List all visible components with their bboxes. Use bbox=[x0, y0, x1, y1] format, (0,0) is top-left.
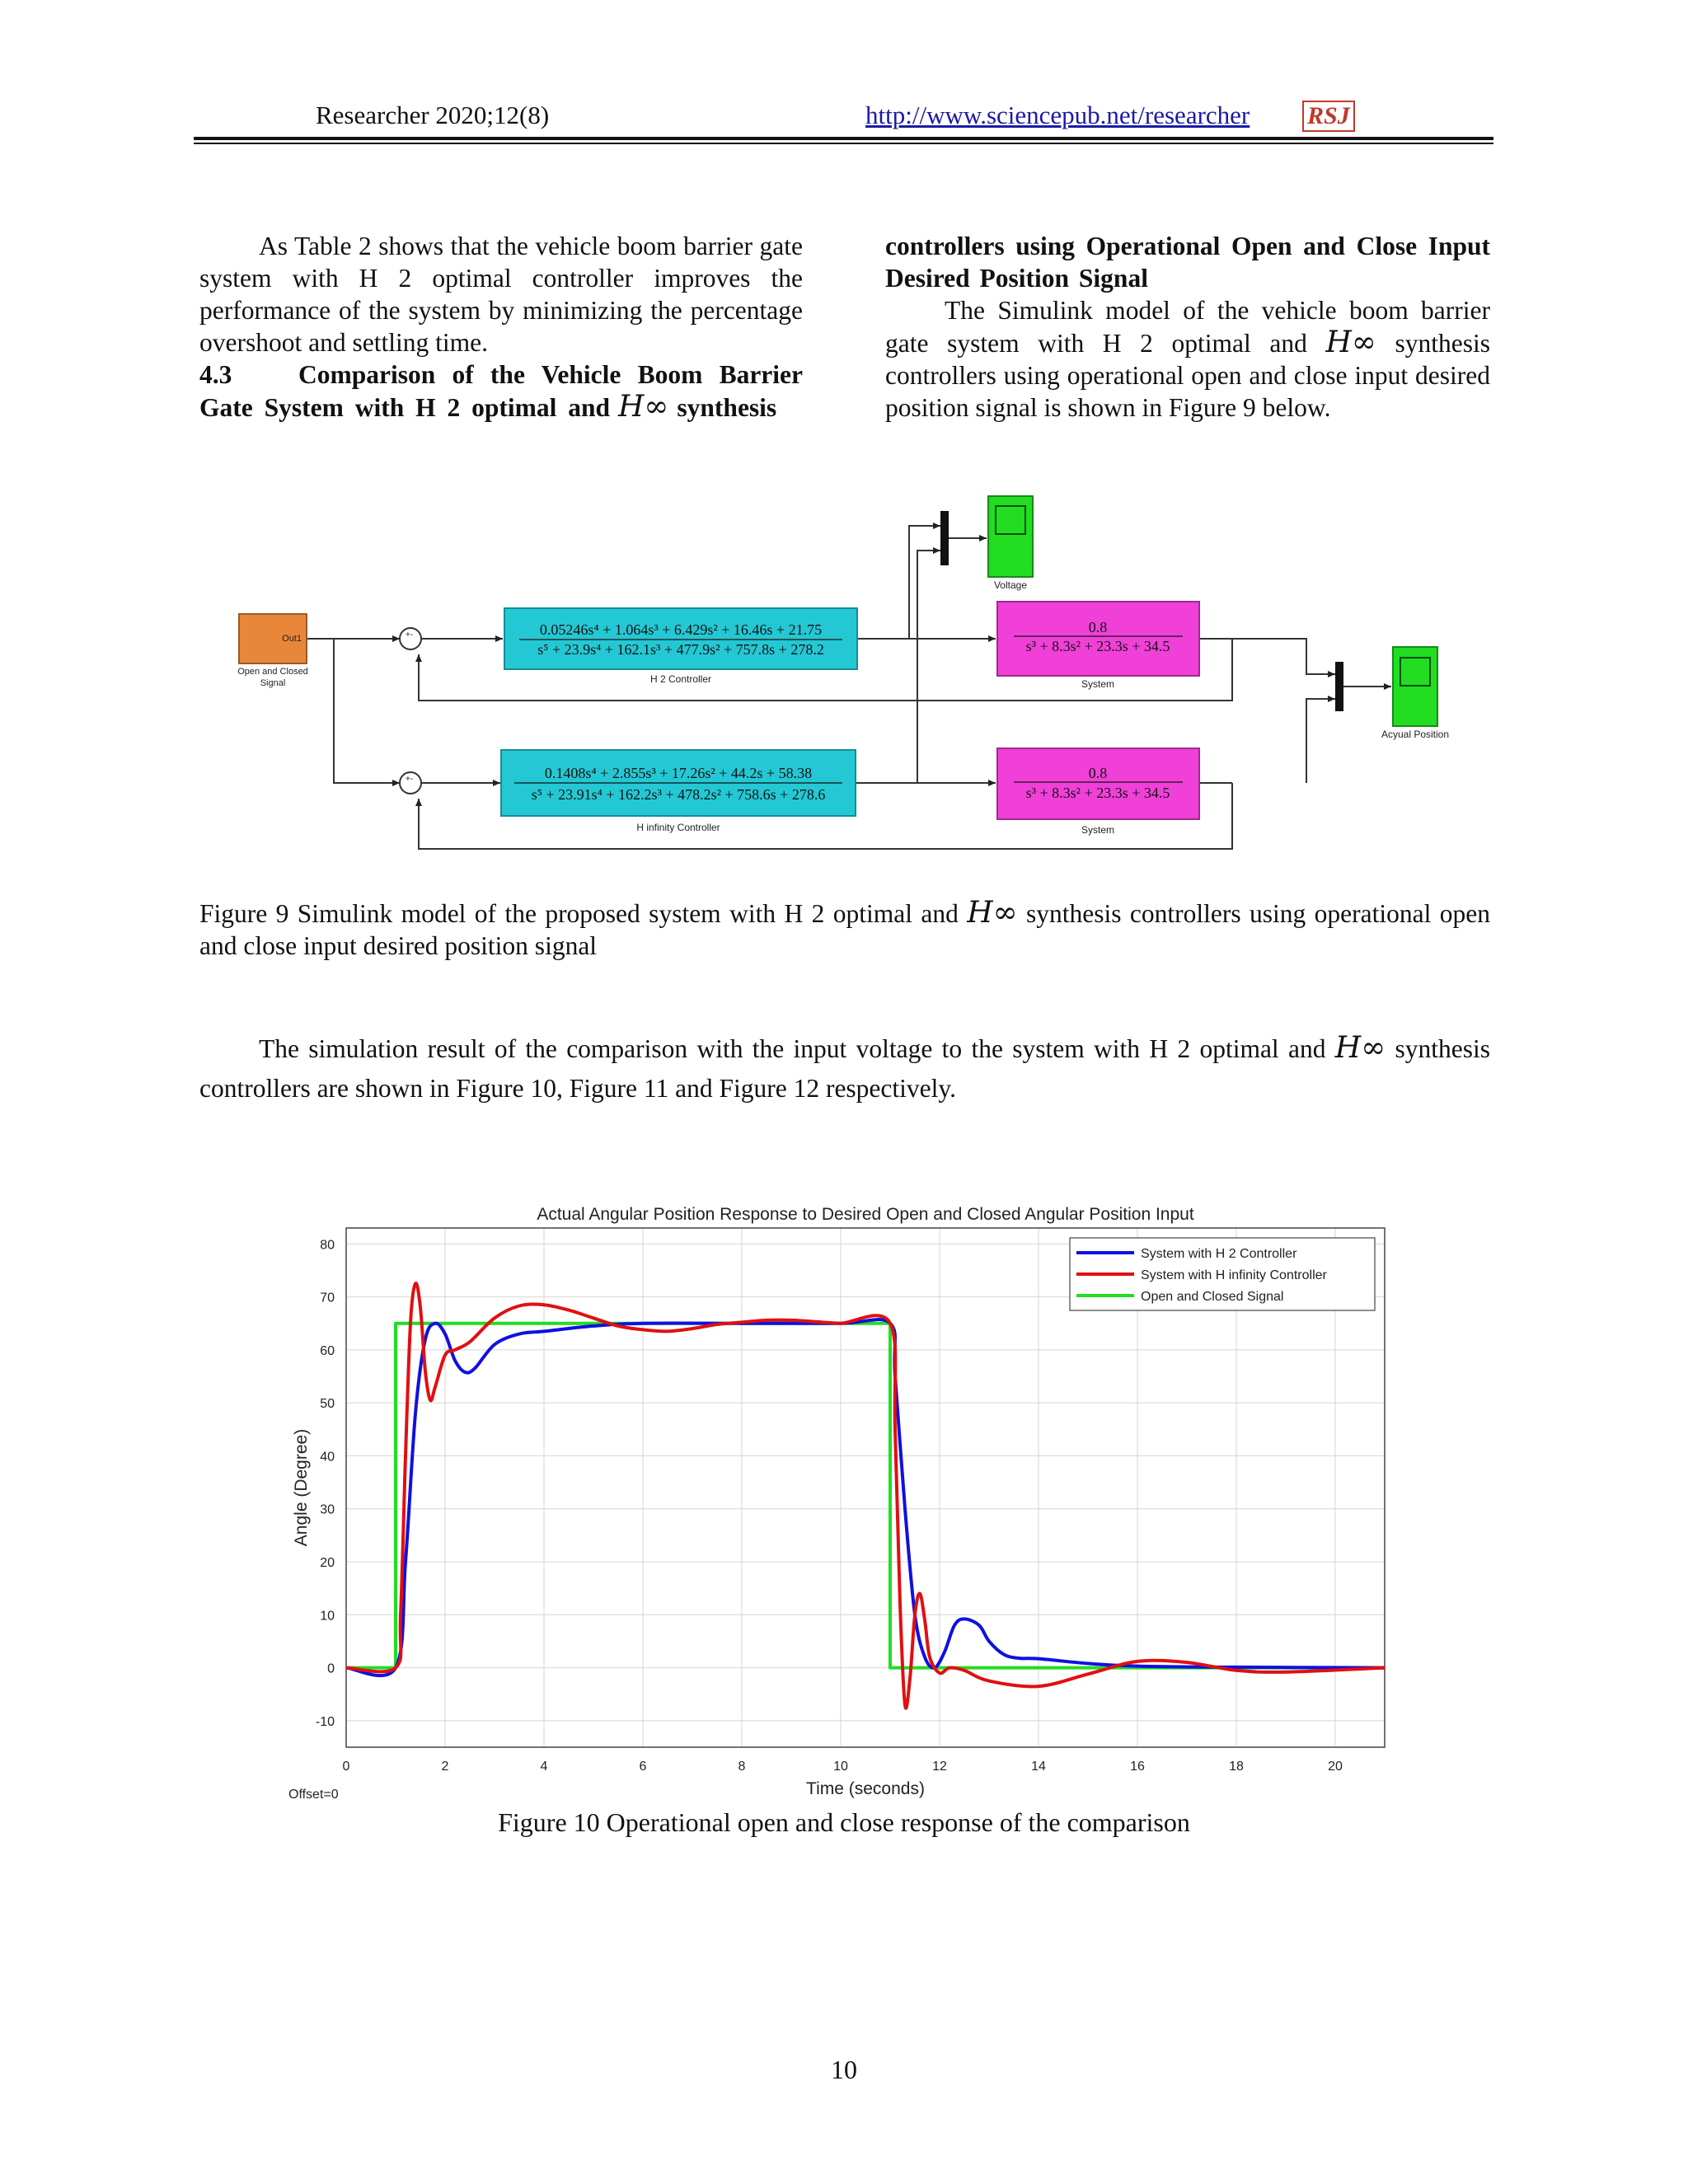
hinf-controller-label: H infinity Controller bbox=[636, 822, 720, 833]
y-tick-label: 70 bbox=[320, 1291, 335, 1305]
chart-legend bbox=[1070, 1238, 1375, 1310]
left-column bbox=[199, 230, 803, 424]
x-tick-label: 20 bbox=[1328, 1760, 1343, 1774]
sum-sign-bottom: +- bbox=[406, 775, 414, 784]
system-bottom-denominator: s³ + 8.3s² + 23.3s + 34.5 bbox=[1025, 785, 1170, 801]
y-tick-label: -10 bbox=[315, 1714, 335, 1729]
rsj-logo: RSJ bbox=[1302, 101, 1355, 132]
system-bottom-label: System bbox=[1081, 824, 1115, 836]
system-top-label: System bbox=[1081, 678, 1115, 690]
left-paragraph: As Table 2 shows that the vehicle boom barrier gate system with H 2 optimal controller improves the performance of the system by minimizing the percentage overshoot and settling time. bbox=[199, 232, 803, 357]
y-axis-label: Angle (Degree) bbox=[292, 1428, 311, 1547]
hinf-numerator: 0.1408s⁴ + 2.855s³ + 17.26s² + 44.2s + 58.38 bbox=[544, 765, 813, 781]
figure9-caption-b: synthesis controllers using operational open and close input desired position signal bbox=[199, 899, 1490, 960]
chart-ticks bbox=[316, 1238, 1343, 1774]
x-tick-label: 12 bbox=[932, 1760, 947, 1774]
h2-denominator: s⁵ + 23.9s⁴ + 162.1s³ + 477.9s² + 757.8s + 278.2 bbox=[537, 641, 824, 658]
right-paragraph-a: The Simulink model of the vehicle boom barrier gate system with H 2 optimal and bbox=[885, 296, 1490, 358]
h-infinity-symbol: H∞ bbox=[618, 390, 669, 424]
legend-entry: System with H infinity Controller bbox=[1141, 1268, 1327, 1282]
figure9-caption bbox=[199, 897, 1490, 962]
y-tick-label: 0 bbox=[327, 1661, 335, 1676]
h2-numerator: 0.05246s⁴ + 1.064s³ + 6.429s² + 16.46s + 21.75 bbox=[539, 621, 823, 638]
section-heading-a: Comparison of the Vehicle Boom Barrier bbox=[298, 360, 803, 389]
series-line-1 bbox=[346, 1319, 1385, 1675]
x-axis-label: Time (seconds) bbox=[806, 1779, 925, 1798]
journal-url-link[interactable]: http://www.sciencepub.net/researcher bbox=[865, 101, 1250, 129]
source-port-label: Out1 bbox=[282, 634, 302, 644]
y-tick-label: 60 bbox=[320, 1343, 335, 1358]
source-label-2: Signal bbox=[260, 678, 286, 688]
figure10-caption: Figure 10 Operational open and close response of the comparison bbox=[498, 1807, 1190, 1837]
h2-controller-block bbox=[504, 608, 857, 669]
y-tick-label: 30 bbox=[320, 1502, 335, 1517]
x-tick-label: 8 bbox=[738, 1760, 746, 1774]
right-paragraph-b: synthesis controllers using operational open and close input desired position signal is shown in Figure 9 below. bbox=[885, 329, 1491, 422]
right-column bbox=[885, 230, 1490, 424]
legend-entry: System with H 2 Controller bbox=[1141, 1247, 1297, 1261]
x-tick-label: 10 bbox=[833, 1760, 848, 1774]
mux-voltage bbox=[940, 511, 949, 565]
section-number: 4.3 bbox=[199, 360, 232, 389]
x-tick-label: 6 bbox=[639, 1760, 647, 1774]
x-tick-label: 2 bbox=[441, 1760, 449, 1774]
journal-name: Researcher 2020;12(8) bbox=[316, 101, 550, 129]
results-paragraph bbox=[199, 1029, 1490, 1108]
source-label-1: Open and Closed bbox=[237, 667, 308, 677]
system-bottom-numerator: 0.8 bbox=[1088, 765, 1108, 781]
header-rule-thin bbox=[194, 143, 1493, 144]
y-tick-label: 40 bbox=[320, 1450, 335, 1465]
sum-sign-top: +- bbox=[406, 630, 414, 640]
x-tick-label: 16 bbox=[1130, 1760, 1145, 1774]
y-tick-label: 50 bbox=[320, 1397, 335, 1412]
section-heading-cont: controllers using Operational Open and Close Input Desired Position Signal bbox=[885, 232, 1490, 293]
simulink-diagram bbox=[223, 486, 1459, 857]
series-line-3 bbox=[346, 1324, 1385, 1668]
position-scope-label: Acyual Position bbox=[1381, 729, 1450, 740]
x-tick-label: 14 bbox=[1031, 1760, 1046, 1774]
system-block-bottom bbox=[997, 748, 1199, 819]
h-infinity-symbol: H∞ bbox=[967, 896, 1018, 930]
system-top-denominator: s³ + 8.3s² + 23.3s + 34.5 bbox=[1025, 638, 1170, 654]
h-infinity-symbol: H∞ bbox=[1334, 1031, 1386, 1065]
offset-label: Offset=0 bbox=[288, 1788, 339, 1802]
x-tick-label: 4 bbox=[540, 1760, 548, 1774]
h-infinity-symbol: H∞ bbox=[1325, 326, 1376, 359]
legend-entry: Open and Closed Signal bbox=[1141, 1290, 1284, 1304]
section-heading-b: Gate System with H 2 optimal and bbox=[199, 393, 611, 422]
x-tick-label: 0 bbox=[342, 1760, 350, 1774]
figure9-caption-a: Figure 9 Simulink model of the proposed system with H 2 optimal and bbox=[199, 899, 959, 928]
voltage-scope-label: Voltage bbox=[993, 579, 1028, 591]
section-heading-line2 bbox=[199, 391, 803, 424]
x-tick-label: 18 bbox=[1229, 1760, 1244, 1774]
page-number: 10 bbox=[831, 2055, 857, 2084]
system-top-numerator: 0.8 bbox=[1088, 619, 1108, 635]
y-tick-label: 10 bbox=[320, 1609, 335, 1624]
section-heading bbox=[199, 359, 803, 391]
y-tick-label: 20 bbox=[320, 1556, 335, 1570]
right-paragraph bbox=[885, 294, 1490, 424]
results-paragraph-a: The simulation result of the comparison with the input voltage to the system with H 2 optimal and bbox=[259, 1034, 1326, 1063]
y-tick-label: 80 bbox=[320, 1238, 335, 1253]
section-heading-c: synthesis bbox=[677, 393, 777, 422]
chart-title: Actual Angular Position Response to Desired Open and Closed Angular Position Input bbox=[537, 1205, 1194, 1224]
chart-series bbox=[346, 1283, 1385, 1708]
mux-position bbox=[1335, 662, 1343, 711]
header-rule-thick bbox=[194, 137, 1493, 140]
hinf-denominator: s⁵ + 23.91s⁴ + 162.2s³ + 478.2s² + 758.6s + 278.6 bbox=[531, 786, 826, 803]
series-line-2 bbox=[346, 1283, 1385, 1708]
journal-url[interactable] bbox=[865, 101, 1250, 130]
response-chart bbox=[280, 1195, 1409, 1809]
h2-controller-label: H 2 Controller bbox=[649, 673, 712, 685]
results-paragraph-b: synthesis controllers are shown in Figure 10, Figure 11 and Figure 12 respectively. bbox=[199, 1034, 1491, 1103]
